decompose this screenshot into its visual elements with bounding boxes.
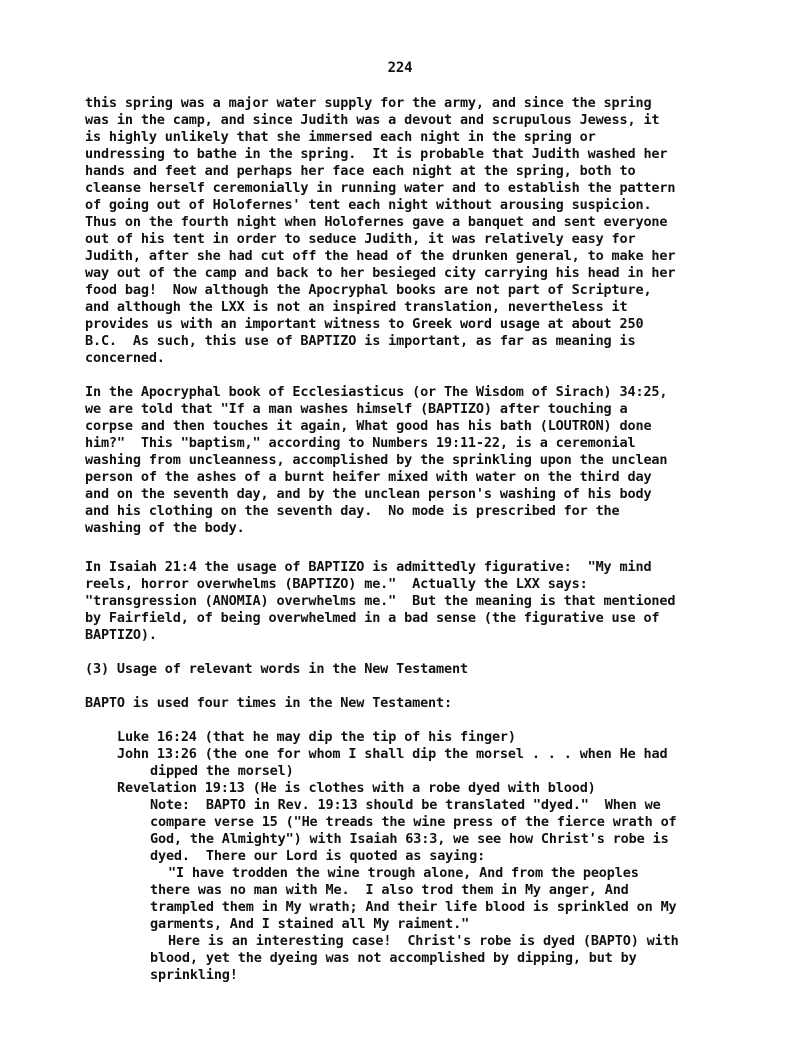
paragraph-2-line: corpse and then touches it again, What good has his bath (LOUTRON) done (85, 418, 652, 434)
paragraph-1-line: provides us with an important witness to Greek word usage at about 250 (85, 316, 644, 332)
closing-line: sprinkling! (150, 967, 238, 983)
paragraph-2-line: him?" This "baptism," according to Numbers 19:11-22, is a ceremonial (85, 435, 636, 451)
note-line: dyed. There our Lord is quoted as saying: (150, 848, 486, 864)
quote-line: "I have trodden the wine trough alone, And from the peoples (168, 865, 639, 881)
paragraph-1-line: Thus on the fourth night when Holofernes gave a banquet and sent everyone (85, 214, 668, 230)
paragraph-2-line: and on the seventh day, and by the unclean person's washing of his body (85, 486, 652, 502)
paragraph-2-line: and his clothing on the seventh day. No mode is prescribed for the (85, 503, 620, 519)
paragraph-2-line: person of the ashes of a burnt heifer mixed with water on the third day (85, 469, 652, 485)
paragraph-1-line: cleanse herself ceremonially in running water and to establish the pattern (85, 180, 676, 196)
paragraph-1-line: way out of the camp and back to her besieged city carrying his head in her (85, 265, 676, 281)
quote-line: garments, And I stained all My raiment." (150, 916, 470, 932)
paragraph-3-line: by Fairfield, of being overwhelmed in a bad sense (the figurative use of (85, 610, 660, 626)
paragraph-3-line: reels, horror overwhelms (BAPTIZO) me." Actually the LXX says: (85, 576, 588, 592)
paragraph-1-line: Judith, after she had cut off the head of the drunken general, to make her (85, 248, 676, 264)
paragraph-2-line: washing of the body. (85, 520, 245, 536)
quote-line: trampled them in My wrath; And their life blood is sprinkled on My (150, 899, 677, 915)
note-line: God, the Almighty") with Isaiah 63:3, we see how Christ's robe is (150, 831, 669, 847)
paragraph-1-line: is highly unlikely that she immersed each night in the spring or (85, 129, 596, 145)
section-heading: (3) Usage of relevant words in the New Testament (85, 661, 468, 677)
closing-line: blood, yet the dyeing was not accomplished by dipping, but by (150, 950, 637, 966)
reference-john: John 13:26 (the one for whom I shall dip the morsel . . . when He had (117, 746, 668, 762)
quote-line: there was no man with Me. I also trod them in My anger, And (150, 882, 629, 898)
paragraph-1-line: hands and feet and perhaps her face each night at the spring, both to (85, 163, 636, 179)
note-line: compare verse 15 ("He treads the wine press of the fierce wrath of (150, 814, 677, 830)
bapto-intro: BAPTO is used four times in the New Testament: (85, 695, 452, 711)
paragraph-2-line: In the Apocryphal book of Ecclesiasticus (or The Wisdom of Sirach) 34:25, (85, 384, 668, 400)
paragraph-1-line: of going out of Holofernes' tent each night without arousing suspicion. (85, 197, 652, 213)
closing-line: Here is an interesting case! Christ's robe is dyed (BAPTO) with (168, 933, 679, 949)
paragraph-3-line: In Isaiah 21:4 the usage of BAPTIZO is admittedly figurative: "My mind (85, 559, 652, 575)
reference-john-continued: dipped the morsel) (150, 763, 294, 779)
paragraph-3-line: "transgression (ANOMIA) overwhelms me." But the meaning is that mentioned (85, 593, 676, 609)
paragraph-1-line: and although the LXX is not an inspired translation, nevertheless it (85, 299, 628, 315)
paragraph-3-line: BAPTIZO). (85, 627, 157, 643)
reference-luke: Luke 16:24 (that he may dip the tip of his finger) (117, 729, 516, 745)
paragraph-1-line: this spring was a major water supply for the army, and since the spring (85, 95, 652, 111)
paragraph-1-line: B.C. As such, this use of BAPTIZO is important, as far as meaning is (85, 333, 636, 349)
paragraph-1-line: food bag! Now although the Apocryphal books are not part of Scripture, (85, 282, 652, 298)
page-number: 224 (387, 60, 413, 76)
paragraph-1-line: out of his tent in order to seduce Judith, it was relatively easy for (85, 231, 636, 247)
note-line: Note: BAPTO in Rev. 19:13 should be translated "dyed." When we (150, 797, 661, 813)
reference-revelation: Revelation 19:13 (He is clothes with a robe dyed with blood) (117, 780, 596, 796)
paragraph-1-line: was in the camp, and since Judith was a devout and scrupulous Jewess, it (85, 112, 660, 128)
paragraph-1-line: concerned. (85, 350, 165, 366)
paragraph-1-line: undressing to bathe in the spring. It is probable that Judith washed her (85, 146, 668, 162)
paragraph-2-line: washing from uncleanness, accomplished by the sprinkling upon the unclean (85, 452, 668, 468)
paragraph-2-line: we are told that "If a man washes himself (BAPTIZO) after touching a (85, 401, 628, 417)
